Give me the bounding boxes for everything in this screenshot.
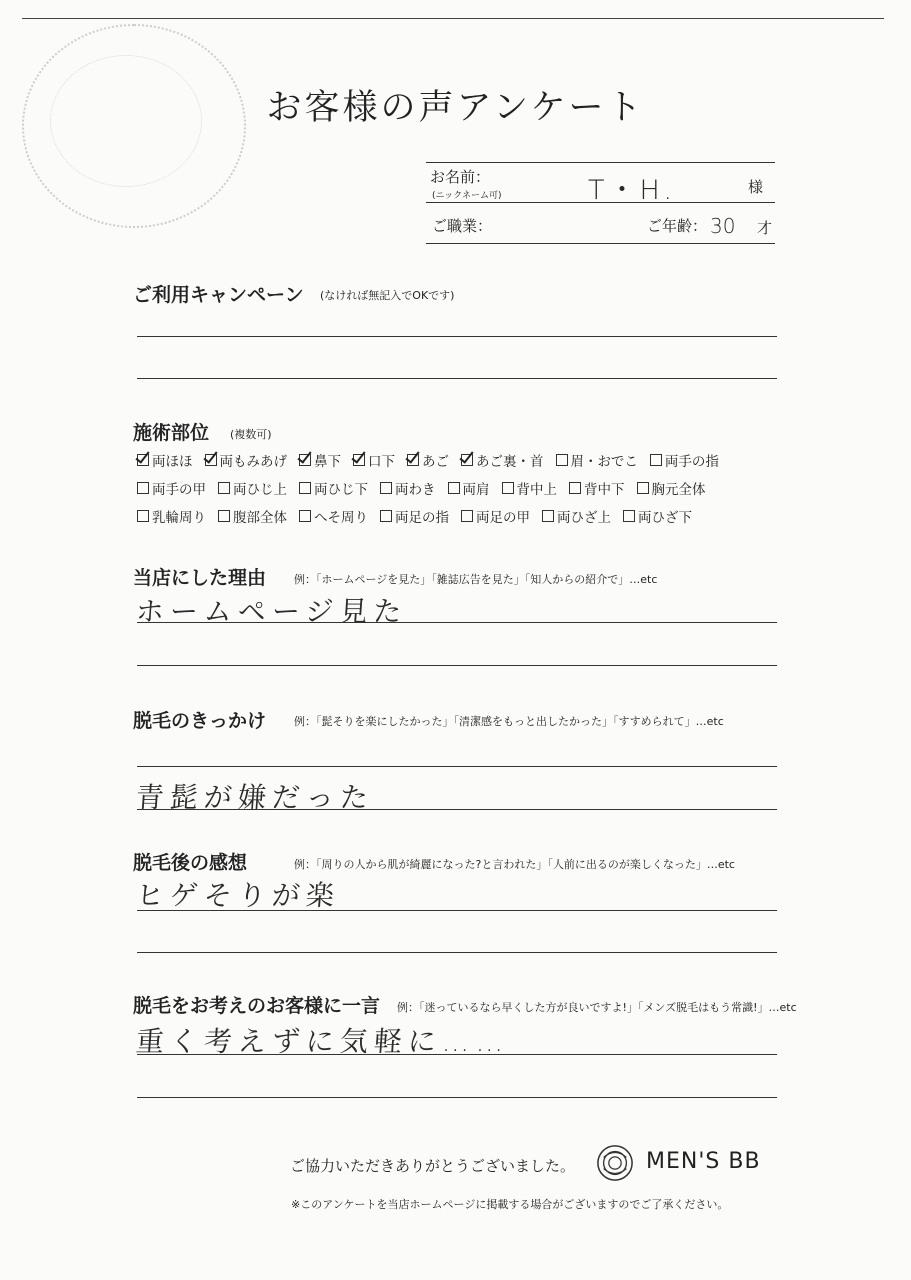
checkbox-checked-icon — [137, 454, 149, 466]
checkbox-option[interactable]: 背中上 — [502, 478, 558, 498]
checkbox-empty-icon — [502, 482, 514, 494]
checkbox-empty-icon — [448, 482, 460, 494]
treatment-row-3 — [137, 506, 704, 526]
name-sub-label: (ニックネーム可) — [432, 191, 502, 201]
checkbox-empty-icon — [569, 482, 581, 494]
reason-line-1[interactable] — [137, 622, 777, 623]
checkbox-option[interactable]: 背中下 — [569, 478, 625, 498]
age-label: ご年齢： — [647, 217, 708, 235]
campaign-heading: ご利用キャンペーン — [133, 284, 304, 306]
checkbox-option[interactable]: 鼻下 — [299, 450, 341, 470]
trigger-answer[interactable]: 青髭が嫌だった — [134, 781, 376, 814]
thanks-text: ご協力いただきありがとうございました。 — [290, 1157, 576, 1175]
checkbox-option[interactable]: へそ周り — [299, 506, 368, 526]
message-heading: 脱毛をお考えのお客様に一言 — [133, 995, 381, 1017]
reason-heading: 当店にした理由 — [133, 567, 267, 589]
impression-line-2[interactable] — [137, 952, 777, 953]
checkbox-empty-icon — [299, 482, 311, 494]
profile-bottom-line — [426, 243, 775, 244]
checkbox-option[interactable]: 胸元全体 — [637, 478, 706, 498]
checkbox-empty-icon — [542, 510, 554, 522]
trigger-note: 例：「髭そりを楽にしたかった」「清潔感をもっと出したかった」「すすめられて」…etc — [294, 715, 724, 728]
message-line-1[interactable] — [137, 1054, 777, 1055]
checkbox-checked-icon — [353, 454, 365, 466]
checkbox-empty-icon — [637, 482, 649, 494]
checkbox-empty-icon — [380, 482, 392, 494]
campaign-note: (なければ無記入でOKです) — [320, 289, 455, 302]
checkbox-option[interactable]: 両わき — [380, 478, 436, 498]
job-label: ご職業： — [432, 217, 493, 235]
checkbox-option[interactable]: 両ひじ上 — [218, 478, 287, 498]
name-label: お名前： — [430, 168, 491, 186]
checkbox-option[interactable]: 両手の指 — [650, 450, 719, 470]
reason-note: 例：「ホームページを見た」「雑誌広告を見た」「知人からの紹介で」…etc — [294, 573, 658, 586]
checkbox-empty-icon — [218, 482, 230, 494]
checkbox-option[interactable]: あご — [407, 450, 449, 470]
age-unit: 才 — [757, 219, 773, 237]
age-value[interactable]: 30 — [710, 214, 736, 238]
brand-name: MEN'S BB — [646, 1149, 761, 1174]
impression-note: 例：「周りの人から肌が綺麗になった?と言われた」「人前に出るのが楽しくなった」…etc — [294, 858, 735, 871]
checkbox-option[interactable]: 両肩 — [448, 478, 490, 498]
treatment-note: (複数可) — [230, 428, 272, 441]
checkbox-checked-icon — [299, 454, 311, 466]
checkbox-empty-icon — [556, 454, 568, 466]
footer-note: ※このアンケートを当店ホームページに掲載する場合がございますのでご了承ください。 — [291, 1198, 729, 1211]
honorific: 様 — [748, 178, 764, 196]
message-note: 例：「迷っているなら早くした方が良いですよ!」「メンズ脱毛はもう常識!」…etc — [397, 1001, 797, 1014]
checkbox-checked-icon — [205, 454, 217, 466]
profile-mid-line — [426, 202, 775, 203]
treatment-row-2 — [137, 478, 718, 498]
checkbox-empty-icon — [461, 510, 473, 522]
checkbox-checked-icon — [407, 454, 419, 466]
page-title: お客様の声アンケート — [266, 88, 645, 128]
top-rule — [22, 18, 884, 19]
checkbox-option[interactable]: あご裏・首 — [461, 450, 544, 470]
checkbox-empty-icon — [137, 482, 149, 494]
impression-line-1[interactable] — [137, 910, 777, 911]
impression-answer[interactable]: ヒゲそりが楽 — [134, 879, 342, 912]
name-value[interactable]: T・H. — [588, 175, 676, 206]
checkbox-checked-icon — [461, 454, 473, 466]
checkbox-option[interactable]: 両ひじ下 — [299, 478, 368, 498]
trigger-line-2[interactable] — [137, 809, 777, 810]
impression-heading: 脱毛後の感想 — [133, 852, 248, 874]
checkbox-option[interactable]: 腹部全体 — [218, 506, 287, 526]
checkbox-option[interactable]: 眉・おでこ — [556, 450, 638, 470]
checkbox-empty-icon — [218, 510, 230, 522]
profile-top-line — [426, 162, 775, 163]
checkbox-option[interactable]: 乳輪周り — [137, 506, 206, 526]
checkbox-option[interactable]: 両手の甲 — [137, 478, 206, 498]
message-line-2[interactable] — [137, 1097, 777, 1098]
checkbox-option[interactable]: 両もみあげ — [205, 450, 288, 470]
checkbox-option[interactable]: 両ひざ上 — [542, 506, 611, 526]
rose-logo-icon — [596, 1144, 634, 1182]
checkbox-empty-icon — [650, 454, 662, 466]
trigger-heading: 脱毛のきっかけ — [133, 710, 267, 732]
checkbox-option[interactable]: 両足の指 — [380, 506, 449, 526]
reason-line-2[interactable] — [137, 665, 777, 666]
campaign-line-2[interactable] — [137, 378, 777, 379]
reason-answer[interactable]: ホームページ見た — [134, 595, 409, 628]
campaign-line-1[interactable] — [137, 336, 777, 337]
treatment-heading: 施術部位 — [133, 422, 210, 444]
message-answer[interactable]: 重く考えずに気軽に…… — [134, 1025, 512, 1058]
treatment-row-1 — [137, 450, 731, 470]
checkbox-empty-icon — [623, 510, 635, 522]
checkbox-option[interactable]: 口下 — [353, 450, 395, 470]
checkbox-option[interactable]: 両足の甲 — [461, 506, 530, 526]
checkbox-option[interactable]: 両ほほ — [137, 450, 193, 470]
checkbox-option[interactable]: 両ひざ下 — [623, 506, 692, 526]
checkbox-empty-icon — [299, 510, 311, 522]
checkbox-empty-icon — [380, 510, 392, 522]
checkbox-empty-icon — [137, 510, 149, 522]
trigger-line-1[interactable] — [137, 766, 777, 767]
